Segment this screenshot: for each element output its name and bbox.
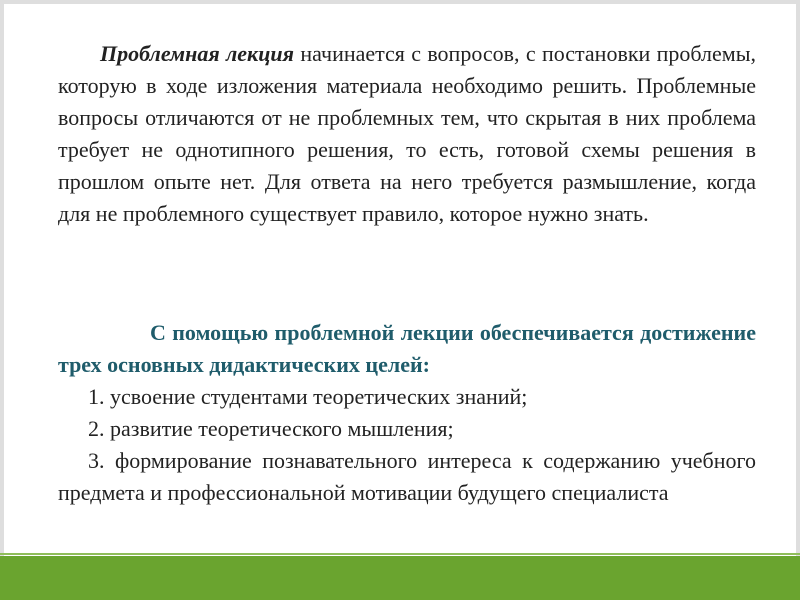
- goal-item-3: 3. формирование познавательного интереса к содержанию учебного предмета и профессиональной мотивации будущего специалиста: [58, 448, 756, 505]
- didactic-goals: [58, 317, 756, 509]
- lecture-text: начинается с вопросов, с постановки проблемы, которую в ходе изложения материала необходимо решить. Проблемные вопросы отличаются от не проблемных тем, что скрытая в них проблема требует не однотипного решения, то есть, готовой схемы решения в прошлом опыте нет. Для ответа на него требуется размышление, когда для не проблемного существует правило, которое нужно знать.: [58, 41, 756, 226]
- lecture-term: Проблемная лекция: [100, 41, 295, 66]
- lecture-definition: [58, 38, 756, 230]
- goal-item-2: 2. развитие теоретического мышления;: [88, 416, 454, 441]
- lecture-paragraph: [58, 38, 756, 230]
- footer-divider: [0, 553, 800, 555]
- goal-item-1: 1. усвоение студентами теоретических знаний;: [88, 384, 528, 409]
- goals-intro: С помощью проблемной лекции обеспечивается достижение трех основных дидактических целей:: [58, 320, 756, 377]
- footer-bar: [0, 556, 800, 600]
